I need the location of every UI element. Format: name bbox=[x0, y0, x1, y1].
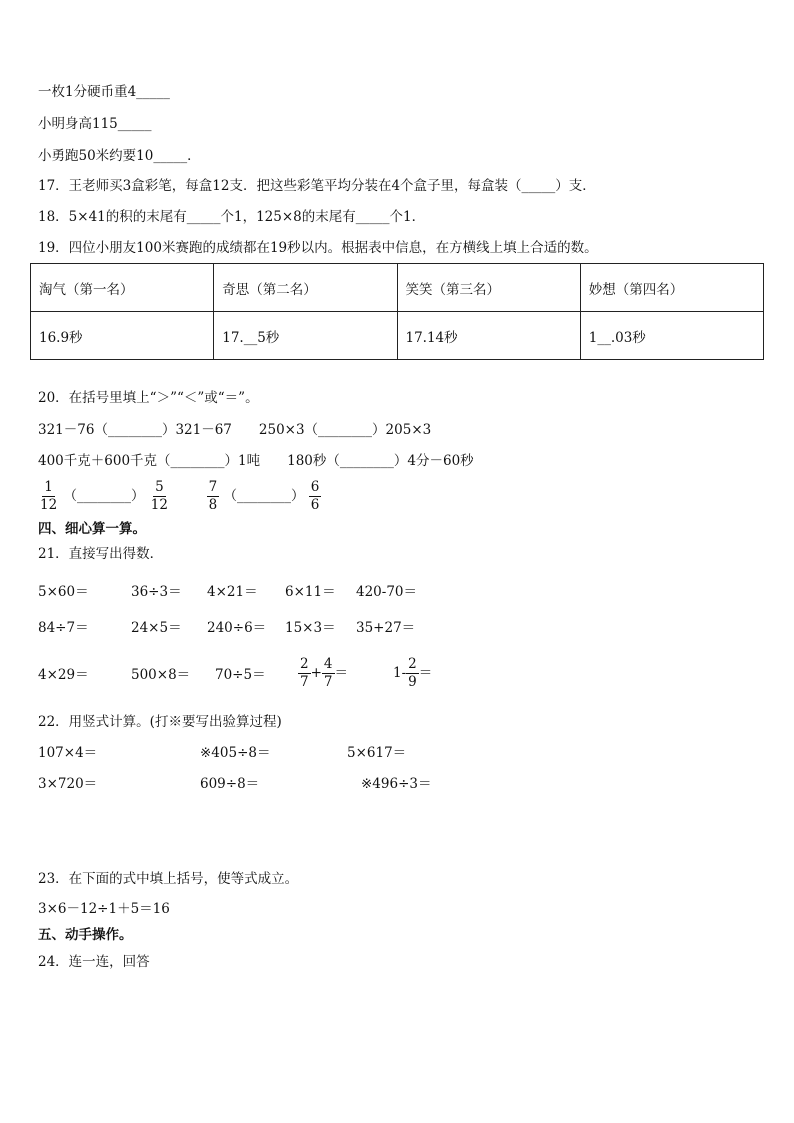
calc-item: 609÷8＝ bbox=[200, 776, 260, 792]
calc-item: 3×720＝ bbox=[38, 776, 98, 792]
question-21: 21．直接写出得数． bbox=[38, 546, 164, 562]
fraction: $\frac{2}{7}$ bbox=[300, 656, 309, 690]
calc-item: 420-70＝ bbox=[356, 584, 418, 600]
calc-item: 84÷7＝ bbox=[38, 620, 89, 636]
question-23: 23．在下面的式中填上括号，使等式成立。 bbox=[38, 871, 299, 887]
plus-sign: + bbox=[310, 665, 322, 681]
calc-item: 240÷6＝ bbox=[207, 620, 267, 636]
table-cell: 16.9秒 bbox=[31, 312, 214, 360]
line-run-time: 小勇跑50米约要10_____． bbox=[38, 148, 201, 164]
question-20: 20．在括号里填上“＞”“＜”或“＝”。 bbox=[38, 390, 259, 406]
table-cell: 1__.03秒 bbox=[580, 312, 763, 360]
table-header-cell: 淘气（第一名） bbox=[31, 264, 214, 312]
compare-blank: （________） bbox=[63, 488, 145, 504]
calc-item: 70÷5＝ bbox=[215, 667, 266, 683]
table-cell: 17.__5秒 bbox=[214, 312, 397, 360]
race-results-table bbox=[30, 263, 764, 360]
calc-item: 107×4＝ bbox=[38, 745, 98, 761]
fraction: $\frac{4}{7}$ bbox=[323, 656, 333, 690]
calc-item: 24×5＝ bbox=[131, 620, 182, 636]
calc-item: 36÷3＝ bbox=[131, 584, 182, 600]
calc-item: 4×21＝ bbox=[207, 584, 258, 600]
section-4-title: 四、细心算一算。 bbox=[38, 521, 146, 537]
table-header-row bbox=[31, 264, 764, 312]
calc-item: 5×617＝ bbox=[347, 745, 407, 761]
calc-item: ※496÷3＝ bbox=[361, 776, 432, 792]
line-height: 小明身高115_____ bbox=[38, 116, 152, 132]
calc-item: 500×8＝ bbox=[131, 667, 191, 683]
question-20-row-1: 321－76（________）321－67 250×3（________）205×3 bbox=[38, 422, 432, 438]
question-24: 24．连一连，回答 bbox=[38, 954, 150, 970]
calc-fraction-sub bbox=[393, 656, 432, 691]
calc-item: 4×29＝ bbox=[38, 667, 89, 683]
calc-fraction-add bbox=[298, 656, 348, 691]
question-19: 19．四位小朋友100米赛跑的成绩都在19秒以内。根据表中信息，在方横线上填上合适的数。 bbox=[38, 240, 598, 256]
calc-item: 5×60＝ bbox=[38, 584, 89, 600]
calc-item: 35+27＝ bbox=[356, 620, 416, 636]
table-header-cell: 妙想（第四名） bbox=[580, 264, 763, 312]
minuend: 1- bbox=[393, 665, 407, 681]
table-header-cell: 奇思（第二名） bbox=[214, 264, 397, 312]
calc-item: 15×3＝ bbox=[285, 620, 336, 636]
calc-item: 6×11＝ bbox=[285, 584, 336, 600]
fraction: $\frac{5}{12}$ bbox=[150, 479, 168, 513]
fraction: $\frac{2}{9}$ bbox=[408, 656, 417, 690]
equals-sign: ＝ bbox=[334, 665, 348, 681]
fraction: $\frac{6}{6}$ bbox=[310, 479, 320, 513]
question-20-row-2: 400千克＋600千克（________）1吨 180秒（________）4分－60秒 bbox=[38, 453, 474, 469]
fraction: $\frac{7}{8}$ bbox=[208, 479, 218, 513]
question-18: 18．5×41的积的末尾有_____个1，125×8的末尾有_____个1． bbox=[38, 209, 426, 225]
question-23-expression: 3×6－12÷1＋5＝16 bbox=[38, 901, 170, 917]
table-cell: 17.14秒 bbox=[397, 312, 580, 360]
line-coin-weight: 一枚1分硬币重4_____ bbox=[38, 84, 170, 100]
compare-blank: （________） bbox=[223, 488, 305, 504]
table-header-cell: 笑笑（第三名） bbox=[397, 264, 580, 312]
fraction: $\frac{1}{12}$ bbox=[40, 479, 58, 513]
question-17: 17．王老师买3盒彩笔，每盒12支．把这些彩笔平均分装在4个盒子里，每盒装（_____）支． bbox=[38, 178, 596, 194]
section-5-title: 五、动手操作。 bbox=[38, 927, 133, 943]
question-22: 22．用竖式计算。(打※要写出验算过程) bbox=[38, 714, 282, 730]
calc-item: ※405÷8＝ bbox=[200, 745, 271, 761]
equals-sign: ＝ bbox=[418, 665, 433, 681]
fraction-compare-row bbox=[38, 479, 321, 514]
table-row bbox=[31, 312, 764, 360]
